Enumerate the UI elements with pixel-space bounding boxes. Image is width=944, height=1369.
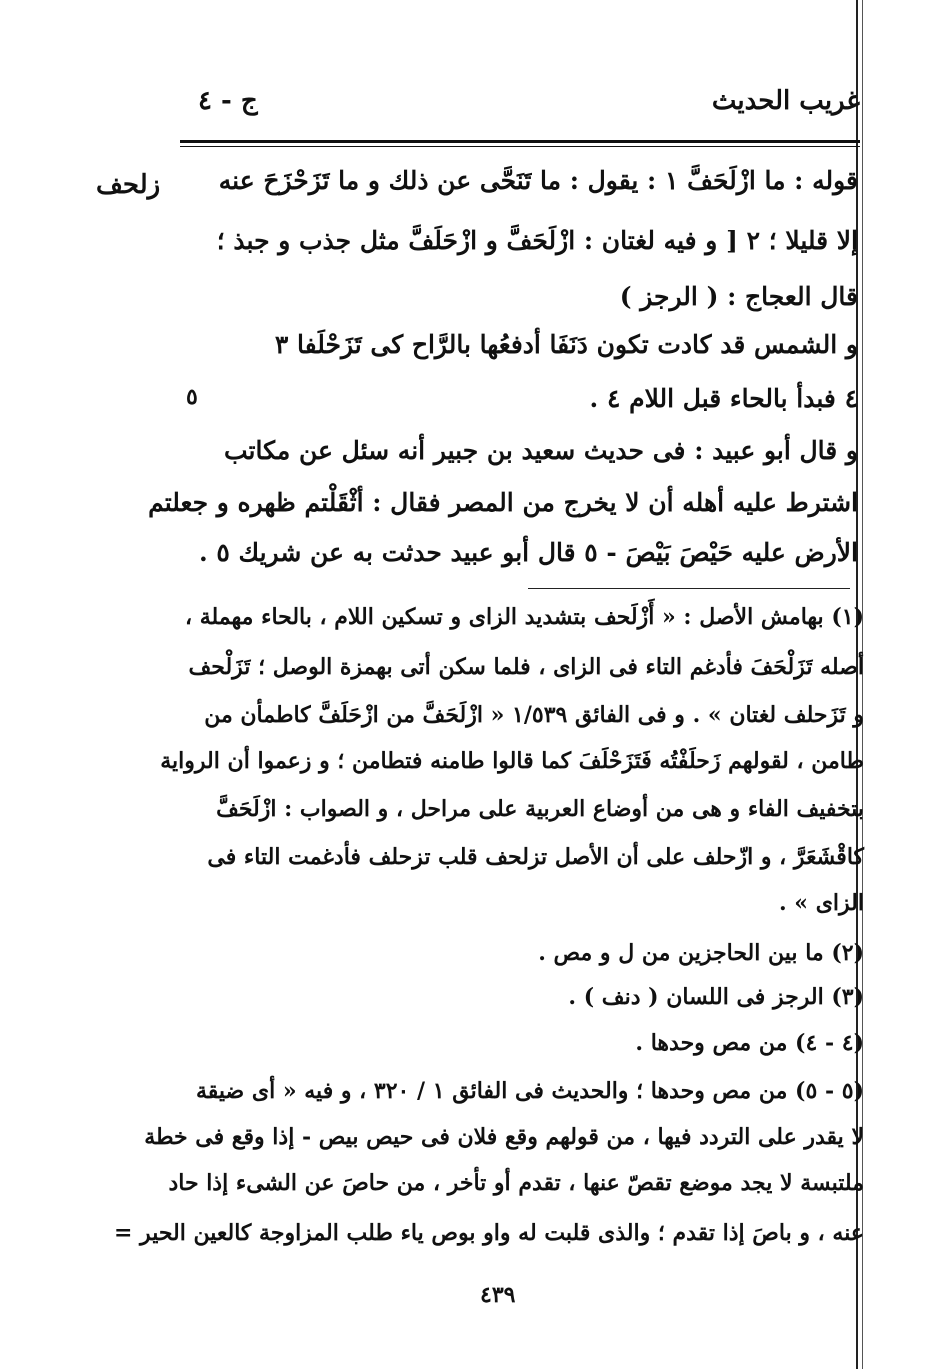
header-book-title: غريب الحديث xyxy=(711,86,860,116)
footnote-line: كاقْشَعَرَّ ، و ازّحلف على أن الأصل تزلحف قلب تزحلف فأدغمت التاء فى xyxy=(207,844,864,870)
page-number: ٤٣٩ xyxy=(480,1282,516,1308)
footnote-line: و تَزَحلف لغتان » . و فى الفائق ١/٥٣٩ « ازْلَحَفَّ من ازْحَلَفَّ كاطمأن من xyxy=(204,702,864,728)
header-rule xyxy=(180,140,860,143)
footnote-line: (٢) ما بين الحاجزين من ل و مص . xyxy=(538,940,864,966)
body-line: و الشمس قد كادت تكون دَنَفَا أدفعُها بالرَّاح كى تَزَحْلَفا ٣ xyxy=(274,330,858,359)
footnote-line: (٣) الرجز فى اللسان ( دنف ) . xyxy=(568,984,864,1010)
running-header xyxy=(170,86,860,126)
footnote-line: عنه ، و باصَ إذا تقدم ؛ والذى قلبت له واو بوص ياء طلب المزاوجة كالعين الحير = xyxy=(113,1220,864,1246)
body-line: الأرض عليه حَيْصَ بَيْصَ - ٥ قال أبو عبيد حدثت به عن شريك ٥ . xyxy=(198,538,858,567)
footnote-line: أصله تَزَلْحَفَ فأدغم التاء فى الزاى ، فلما سكن أتى بهمزة الوصل ؛ تَزَلْحف xyxy=(188,654,864,680)
binding-edge-line xyxy=(856,0,858,1369)
body-line: إلا قليلا ؛ ٢ [ و فيه لغتان : ازْلَحَفَّ و ازْحَلَفَّ مثل جذب و جبذ ؛ xyxy=(216,226,858,255)
footnote-line: بتخفيف الفاء و هى من أوضاع العربية على مراحل ، و الصواب : ازْلَحَفَّ xyxy=(216,796,864,822)
footnote-line: لا يقدر على التردد فيها ، من قولهم وقع فلان فى حيص بيص - إذا وقع فى خطة xyxy=(144,1124,864,1150)
binding-edge-line-secondary xyxy=(862,0,863,1369)
body-line: قال العجاج : ( الرجز ) xyxy=(619,282,858,311)
header-volume: ج - ٤ xyxy=(198,86,258,116)
footnote-line: (٤ - ٤) من مص وحدها . xyxy=(635,1030,864,1056)
footnote-line: ملتبسة لا يجد موضع تقصّ عنها ، تقدم أو تأخر ، من حاصَ عن الشىء إذا حاد xyxy=(168,1170,864,1196)
footnote-separator xyxy=(528,588,850,589)
footnote-line: (١) بهامش الأصل : « أَزْلَحف بتشديد الزاى و تسكين اللام ، بالحاء مهملة ، xyxy=(184,604,864,630)
body-line: ٤ فبدأ بالحاء قبل اللام ٤ . xyxy=(589,384,858,413)
body-line: و قال أبو عبيد : فى حديث سعيد بن جبير أنه سئل عن مكاتب xyxy=(224,436,858,465)
margin-keyword: زلحف xyxy=(96,170,161,200)
line-number-marker: ٥ xyxy=(186,384,198,410)
header-rule-thin xyxy=(180,146,860,147)
footnote-line: الزاى » . xyxy=(778,890,864,916)
body-line: اشترط عليه أهله أن لا يخرج من المصر فقال : أثْقَلْتم ظهره و جعلتم xyxy=(148,488,858,517)
footnote-line: طامن ، لقولهم زَحلَفْتُه فَتَزَحْلَفَ كما قالوا طامنه فتطامن ؛ و زعموا أن الرواية xyxy=(160,748,864,774)
body-line: قوله : ما ازْلَحَفَّ ١ : يقول : ما تَنَحَّى عن ذلك و ما تَزَحْزَحَ عنه xyxy=(218,166,858,195)
footnote-line: (٥ - ٥) من مص وحدها ؛ والحديث فى الفائق ١ / ٣٢٠ ، و فيه « أى ضيقة xyxy=(195,1078,864,1104)
